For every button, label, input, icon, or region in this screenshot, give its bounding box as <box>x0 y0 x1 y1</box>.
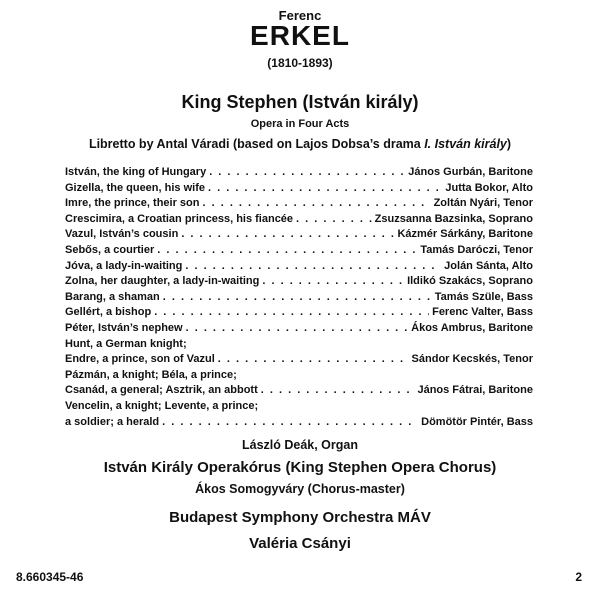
leader-dots <box>163 290 432 306</box>
cast-row <box>65 368 533 384</box>
leader-dots <box>208 181 442 197</box>
cast-singer: Ferenc Valter, Bass <box>432 306 533 319</box>
composer-dates: (1810-1893) <box>267 56 333 70</box>
orchestra-credit: Budapest Symphony Orchestra MÁV <box>169 509 431 526</box>
cast-role: Endre, a prince, son of Vazul <box>65 353 215 366</box>
cast-singer: Jolán Sánta, Alto <box>444 259 533 272</box>
cast-singer: János Fátrai, Baritone <box>417 384 533 397</box>
cast-singer: János Gurbán, Baritone <box>408 166 533 178</box>
cast-role: Péter, István’s nephew <box>65 321 183 334</box>
cast-row <box>65 274 533 290</box>
libretto-work: I. István király <box>424 137 507 151</box>
libretto-prefix: Libretto by Antal Váradi (based on Lajos Dobsa’s drama <box>88 137 425 151</box>
cast-singer: Ákos Ambrus, Baritone <box>411 321 533 334</box>
composer-first-name: Ferenc <box>278 8 322 23</box>
cast-role: Hunt, a German knight; <box>65 337 187 350</box>
composer-last-name: ERKEL <box>250 20 350 51</box>
leader-dots <box>185 259 441 275</box>
cast-role: a soldier; a herald <box>65 415 160 428</box>
cast-role: Vazul, István’s cousin <box>65 228 179 241</box>
cast-role: Csanád, a general; Asztrik, an abbott <box>65 384 258 397</box>
chorus-credit: István Király Operakórus (King Stephen Opera Chorus) <box>103 459 497 476</box>
leader-dots <box>186 321 409 337</box>
leader-dots <box>157 243 417 259</box>
opera-subtitle: Opera in Four Acts <box>250 118 350 130</box>
cast-row <box>65 243 533 259</box>
cast-role: Gellért, a bishop <box>65 306 152 319</box>
cast-singer: Kázmér Sárkány, Baritone <box>397 228 533 241</box>
leader-dots <box>154 305 429 321</box>
libretto-credit <box>0 137 600 151</box>
cast-row <box>65 212 533 228</box>
cast-singer: Dömötör Pintér, Bass <box>421 415 533 428</box>
opera-title: King Stephen (István király) <box>181 92 419 112</box>
cast-row <box>65 352 533 368</box>
cast-singer: Tamás Daróczi, Tenor <box>420 243 533 256</box>
leader-dots <box>218 352 409 368</box>
cast-singer: Zsuzsanna Bazsinka, Soprano <box>374 212 533 225</box>
cast-row <box>65 181 533 197</box>
cast-row <box>65 259 533 275</box>
leader-dots <box>202 196 430 212</box>
cast-role: Vencelin, a knight; Levente, a prince; <box>65 399 259 412</box>
cast-row <box>65 227 533 243</box>
cast-singer: Zoltán Nyári, Tenor <box>433 197 533 210</box>
libretto-suffix: ) <box>506 137 512 151</box>
cast-row <box>65 290 533 306</box>
leader-dots <box>262 274 404 290</box>
cast-role: Imre, the prince, their son <box>65 197 200 210</box>
cast-role: István, the king of Hungary <box>65 166 207 178</box>
cast-row <box>65 415 533 431</box>
page-number: 2 <box>575 570 582 584</box>
cast-row <box>65 321 533 337</box>
cast-singer: Sándor Kecskés, Tenor <box>411 353 533 366</box>
cast-role: Gizella, the queen, his wife <box>65 181 205 194</box>
cast-singer: Jutta Bokor, Alto <box>445 181 533 194</box>
organist-credit: László Deák, Organ <box>241 438 358 452</box>
conductor-credit: Valéria Csányi <box>249 535 351 552</box>
leader-dots <box>181 227 394 243</box>
cast-singer: Tamás Szüle, Bass <box>434 290 533 303</box>
cast-row <box>65 165 533 181</box>
catalog-number: 8.660345-46 <box>16 570 84 584</box>
cast-row <box>65 399 533 415</box>
cast-list <box>65 165 533 430</box>
cast-singer: Ildikó Szakács, Soprano <box>407 275 533 288</box>
cast-role: Zolna, her daughter, a lady-in-waiting <box>65 275 260 288</box>
cast-role: Jóva, a lady-in-waiting <box>65 259 183 272</box>
chorus-master-credit: Ákos Somogyváry (Chorus-master) <box>195 482 405 496</box>
leader-dots <box>209 165 405 181</box>
leader-dots <box>261 383 415 399</box>
cast-row <box>65 196 533 212</box>
cast-role: Crescimira, a Croatian princess, his fiancée <box>65 212 294 225</box>
cast-row <box>65 383 533 399</box>
leader-dots <box>162 415 418 431</box>
cast-row <box>65 337 533 353</box>
cast-row <box>65 305 533 321</box>
leader-dots <box>296 212 372 228</box>
cast-role: Barang, a shaman <box>65 290 160 303</box>
cast-role: Sebős, a courtier <box>65 243 155 256</box>
cast-role: Pázmán, a knight; Béla, a prince; <box>65 368 237 381</box>
